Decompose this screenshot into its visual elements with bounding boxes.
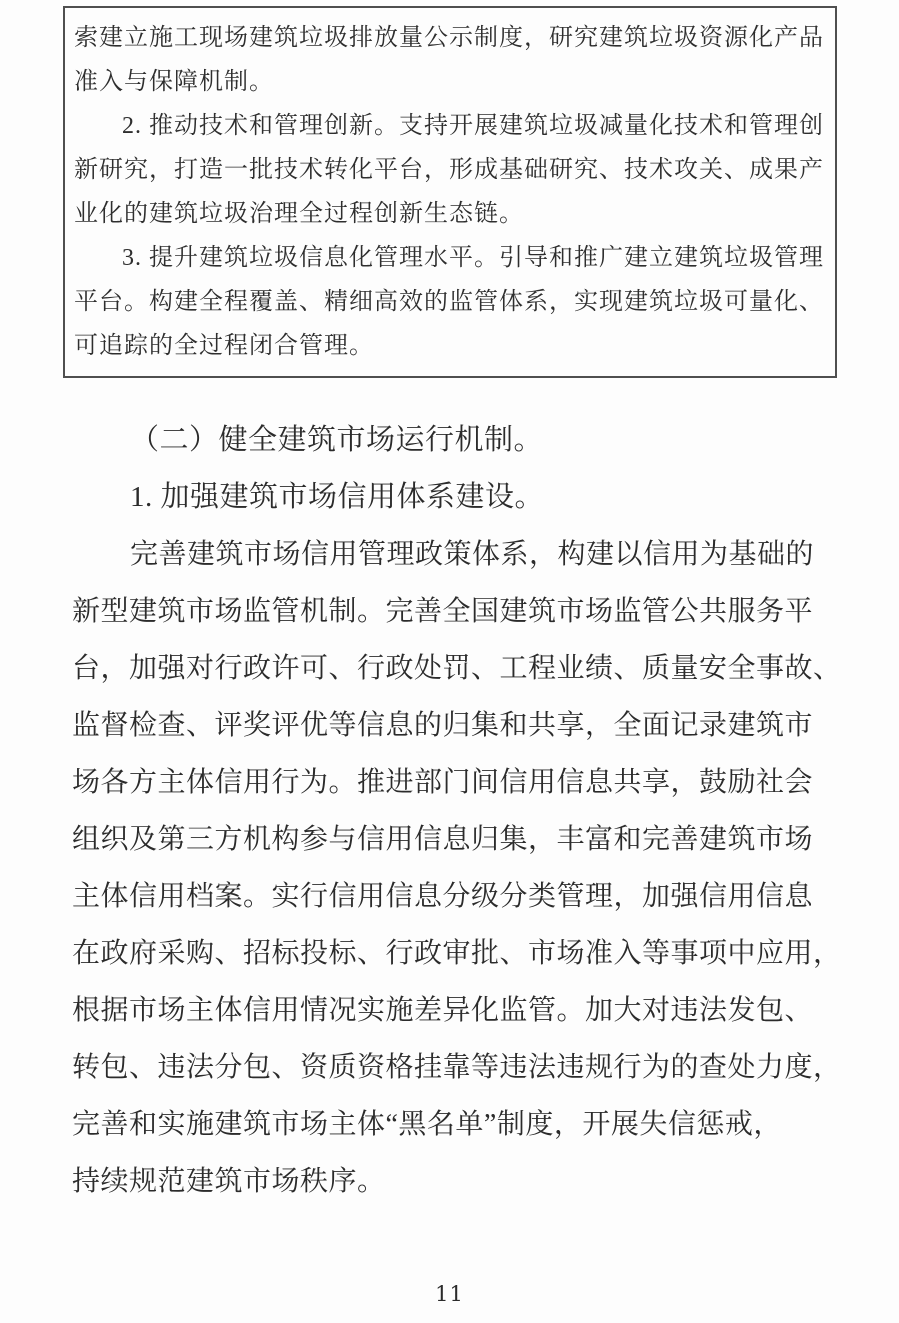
boxed-text-line: 2. 推动技术和管理创新。支持开展建筑垃圾减量化技术和管理创 bbox=[122, 113, 824, 139]
boxed-text-line: 可追踪的全过程闭合管理。 bbox=[74, 333, 374, 359]
boxed-text-line: 索建立施工现场建筑垃圾排放量公示制度，研究建筑垃圾资源化产品 bbox=[74, 25, 824, 51]
paragraph-line: 完善建筑市场信用管理政策体系，构建以信用为基础的 bbox=[130, 539, 815, 570]
boxed-text-line: 新研究，打造一批技术转化平台，形成基础研究、技术攻关、成果产 bbox=[74, 157, 824, 183]
boxed-text-line: 业化的建筑垃圾治理全过程创新生态链。 bbox=[74, 201, 524, 227]
paragraph-line: 转包、违法分包、资质资格挂靠等违法违规行为的查处力度， bbox=[72, 1052, 842, 1083]
paragraph-line: 完善和实施建筑市场主体“黑名单”制度，开展失信惩戒， bbox=[72, 1109, 782, 1140]
boxed-text-line: 3. 提升建筑垃圾信息化管理水平。引导和推广建立建筑垃圾管理 bbox=[122, 245, 824, 271]
paragraph-line: 持续规范建筑市场秩序。 bbox=[72, 1166, 386, 1197]
paragraph-line: 在政府采购、招标投标、行政审批、市场准入等事项中应用， bbox=[72, 938, 842, 969]
boxed-notice-section bbox=[63, 6, 837, 378]
paragraph-line: 根据市场主体信用情况实施差异化监管。加大对违法发包、 bbox=[72, 995, 814, 1026]
boxed-text-line: 准入与保障机制。 bbox=[74, 69, 274, 95]
paragraph-line: 监督检查、评奖评优等信息的归集和共享，全面记录建筑市 bbox=[72, 710, 814, 741]
page-number: 11 bbox=[435, 1282, 464, 1306]
paragraph-line: 组织及第三方机构参与信用信息归集，丰富和完善建筑市场 bbox=[72, 824, 814, 855]
paragraph-line: 场各方主体信用行为。推进部门间信用信息共享，鼓励社会 bbox=[72, 767, 814, 798]
paragraph-line: 主体信用档案。实行信用信息分级分类管理，加强信用信息 bbox=[72, 881, 814, 912]
paragraph-line: 新型建筑市场监管机制。完善全国建筑市场监管公共服务平 bbox=[72, 596, 814, 627]
sub-heading: 1. 加强建筑市场信用体系建设。 bbox=[130, 481, 545, 513]
paragraph-line: 台，加强对行政许可、行政处罚、工程业绩、质量安全事故、 bbox=[72, 653, 842, 684]
main-text-section bbox=[72, 412, 842, 1210]
section-heading: （二）健全建筑市场运行机制。 bbox=[130, 424, 544, 456]
boxed-text-line: 平台。构建全程覆盖、精细高效的监管体系，实现建筑垃圾可量化、 bbox=[74, 289, 824, 315]
